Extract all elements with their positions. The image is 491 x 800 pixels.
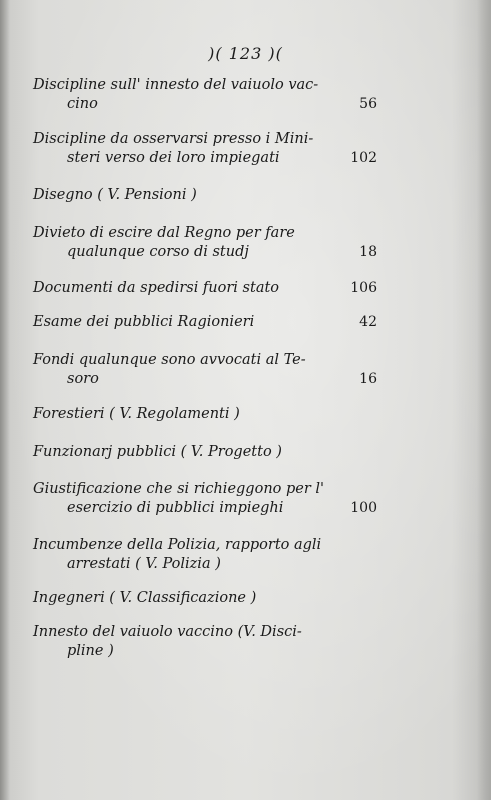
entry-text: Esame dei pubblici Ragionieri	[33, 314, 255, 330]
index-entry	[33, 536, 377, 574]
entry-line-2: pline )	[67, 643, 114, 659]
entry-line-2	[33, 499, 377, 518]
page-right-edge-shadow	[477, 0, 491, 800]
entry-line-2-text: cino	[67, 96, 98, 112]
entry-text: Documenti da spedirsi fuori stato	[33, 280, 280, 296]
entry-line-2-text: qualunque corso di studj	[67, 244, 249, 260]
entry-line-1: Divieto di escire dal Regno per fare	[33, 225, 295, 241]
entry-line-1: Incumbenze della Polizia, rapporto agli	[33, 537, 322, 553]
index-entry	[33, 405, 377, 424]
index-entry	[33, 130, 377, 168]
entry-line-1: Ingegneri ( V. Classificazione )	[33, 590, 257, 606]
entry-line-1: Giustificazione che si richieggono per l'	[33, 481, 325, 497]
index-entry	[33, 589, 377, 608]
index-entry	[33, 443, 377, 462]
entry-page-number: 100	[350, 500, 377, 516]
entry-page-number: 106	[350, 280, 377, 296]
index-entry	[33, 313, 377, 332]
entry-line-1: Forestieri ( V. Regolamenti )	[33, 406, 240, 422]
index-entry	[33, 279, 377, 298]
page-left-edge-shadow	[0, 0, 10, 800]
entry-line-2: arrestati ( V. Polizia )	[67, 556, 221, 572]
page-header-number: )( 123 )(	[208, 44, 283, 63]
entry-line-2	[33, 149, 377, 168]
entry-line-1	[33, 279, 377, 298]
entry-line-2-text: esercizio di pubblici impieghi	[67, 500, 284, 516]
index-entry	[33, 480, 377, 518]
entry-line-1: Disegno ( V. Pensioni )	[33, 187, 197, 203]
entry-line-1	[33, 313, 377, 332]
index-entry	[33, 186, 377, 205]
index-entry	[33, 351, 377, 389]
entry-line-1: Discipline sull' innesto del vaiuolo vac-	[33, 77, 319, 93]
entry-line-2-text: steri verso dei loro impiegati	[67, 150, 280, 166]
entry-page-number: 56	[359, 96, 377, 112]
entry-line-2	[33, 95, 377, 114]
entry-line-2-text: soro	[67, 371, 99, 387]
entry-line-1: Fondi qualunque sono avvocati al Te-	[33, 352, 306, 368]
entry-line-2	[33, 243, 377, 262]
index-entry	[33, 224, 377, 262]
entry-page-number: 102	[350, 150, 377, 166]
entry-line-1: Discipline da osservarsi presso i Mini-	[33, 131, 314, 147]
entry-page-number: 42	[359, 314, 377, 330]
entry-line-2	[33, 370, 377, 389]
index-entry	[33, 623, 377, 661]
entry-page-number: 18	[359, 244, 377, 260]
entry-line-1: Innesto del vaiuolo vaccino (V. Disci-	[33, 624, 302, 640]
entry-line-1: Funzionarj pubblici ( V. Progetto )	[33, 444, 282, 460]
index-entry	[33, 76, 377, 114]
entry-page-number: 16	[359, 371, 377, 387]
